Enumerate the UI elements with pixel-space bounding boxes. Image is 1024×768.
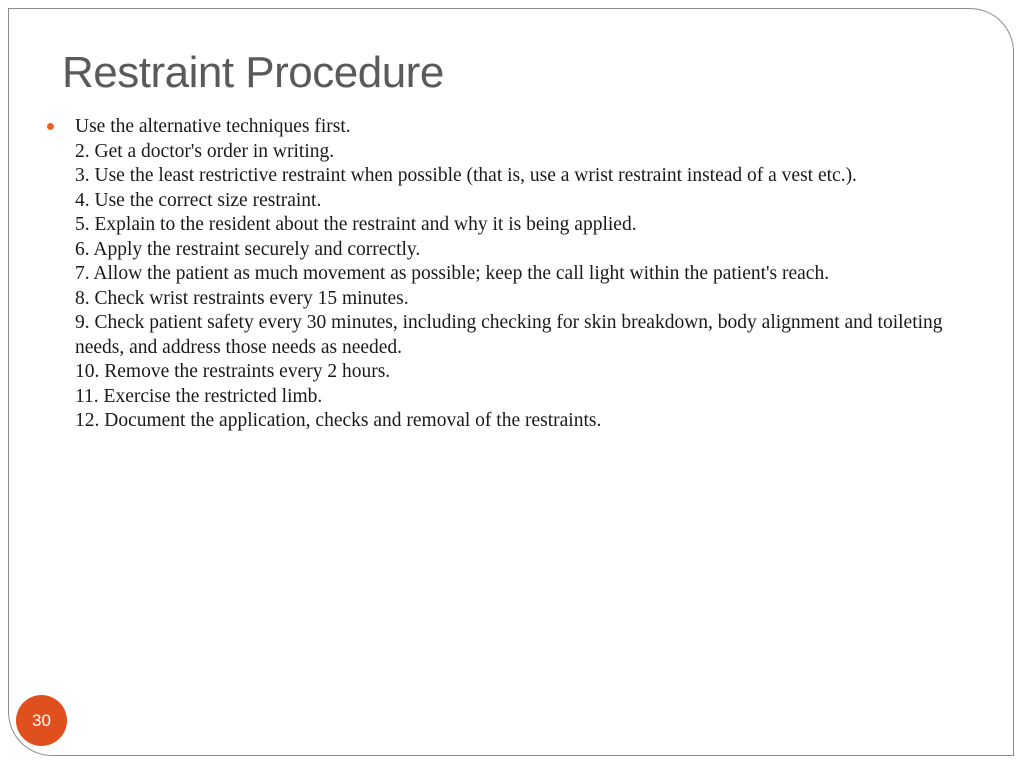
slide-body: [47, 115, 987, 434]
procedure-line-9: 9. Check patient safety every 30 minutes, including checking for skin breakdown, body alignment and toileting needs, and address those needs as needed.: [75, 312, 943, 358]
procedure-line-4: 4. Use the correct size restraint.: [75, 189, 322, 211]
procedure-line-8: 8. Check wrist restraints every 15 minutes.: [75, 287, 409, 309]
procedure-line-11: 11. Exercise the restricted limb.: [75, 385, 323, 407]
procedure-line-10: 10. Remove the restraints every 2 hours.: [75, 361, 391, 382]
procedure-line-7: 7. Allow the patient as much movement as possible; keep the call light within the patient's reach.: [75, 263, 830, 284]
bullet-item: [47, 115, 987, 434]
bullet-text: [75, 115, 987, 434]
procedure-line-1: Use the alternative techniques first.: [75, 116, 351, 137]
slide-title: Restraint Procedure: [62, 48, 444, 97]
procedure-line-3: 3. Use the least restrictive restraint when possible (that is, use a wrist restraint instead of a vest etc.).: [75, 165, 857, 186]
procedure-line-5: 5. Explain to the resident about the restraint and why it is being applied.: [75, 214, 637, 235]
bullet-dot-icon: [47, 123, 54, 130]
page-number-badge: 30: [16, 695, 67, 746]
procedure-line-12: 12. Document the application, checks and removal of the restraints.: [75, 410, 602, 431]
procedure-line-2: 2. Get a doctor's order in writing.: [75, 140, 335, 162]
procedure-line-6: 6. Apply the restraint securely and correctly.: [75, 238, 421, 260]
